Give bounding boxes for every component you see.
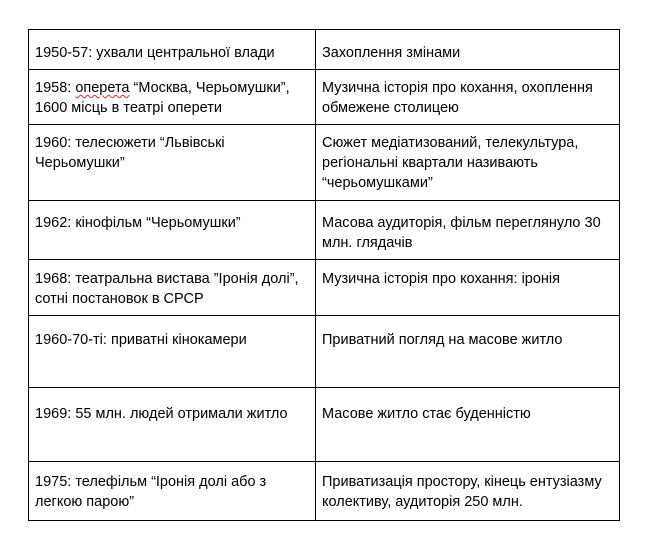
cell-line: 1960: телесюжети “Львівські [35,135,225,151]
cell-line: Музична історія про кохання, охоплення [322,80,593,96]
table-cell-meaning[interactable] [316,388,620,462]
table-cell-meaning[interactable] [316,260,620,316]
cell-line: сотні постановок в СРСР [35,291,204,307]
cell-line: 1968: театральна вистава ”Іронія долі”, [35,271,299,287]
spellcheck-flagged-word[interactable]: оперета [75,80,130,96]
cell-line: 1975: телефільм “Іронія долі або з [35,474,267,490]
cell-line: Приватний погляд на масове житло [322,332,563,348]
cell-line: Приватизація простору, кінець ентузіазму [322,474,602,490]
table-row [29,201,620,260]
table-cell-event[interactable] [29,201,316,260]
cell-line: Сюжет медіатизований, телекультура, [322,135,579,151]
table-row [29,260,620,316]
table-cell-meaning[interactable] [316,70,620,125]
cell-line: колективу, аудиторія 250 млн. [322,494,523,510]
cell-line: 1950-57: ухвали центральної влади [35,45,275,61]
cell-line: обмежене столицею [322,100,459,116]
timeline-table [28,29,620,521]
cell-line: Музична історія про кохання: іронія [322,271,560,287]
table-row [29,30,620,70]
cell-line: Масове житло стає буденністю [322,406,531,422]
cell-line: Захоплення змінами [322,45,461,61]
cell-line: легкою парою” [35,494,135,510]
table-cell-event[interactable] [29,316,316,388]
table-cell-event[interactable] [29,462,316,521]
table-cell-meaning[interactable] [316,316,620,388]
table-cell-meaning[interactable] [316,462,620,521]
cell-line: 1600 місць в театрі оперети [35,100,222,116]
cell-line: Черьомушки” [35,155,125,171]
cell-line: 1960-70-ті: приватні кінокамери [35,332,247,348]
table-cell-meaning[interactable] [316,201,620,260]
table-cell-meaning[interactable] [316,125,620,201]
table-row [29,388,620,462]
table-cell-meaning[interactable] [316,30,620,70]
table-row [29,125,620,201]
table-cell-event[interactable] [29,30,316,70]
cell-text-prefix: 1958: [35,80,76,96]
table-cell-event[interactable] [29,388,316,462]
table-cell-event[interactable] [29,260,316,316]
cell-line: 1962: кінофільм “Черьомушки” [35,215,241,231]
table-cell-event[interactable] [29,125,316,201]
cell-line: 1969: 55 млн. людей отримали житло [35,406,288,422]
table-cell-event[interactable] [29,70,316,125]
table-row [29,70,620,125]
cell-text-rest: “Москва, Черьомушки”, [129,80,290,96]
cell-line: регіональні квартали називають [322,155,538,171]
cell-line: Масова аудиторія, фільм переглянуло 30 [322,215,601,231]
cell-line: млн. глядачів [322,235,413,251]
table-row [29,316,620,388]
cell-line: “черьомушками” [322,175,433,191]
table-row [29,462,620,521]
